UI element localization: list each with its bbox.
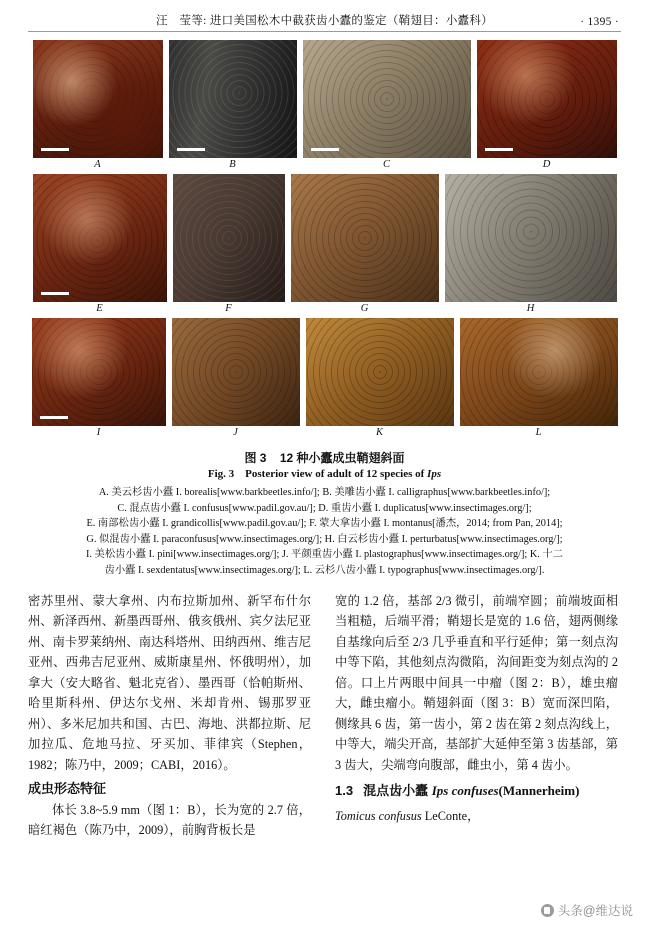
figure-caption-line: A. 美云杉齿小蠹 I. borealis[www.barkbeetles.info/]; B. 美雕齿小蠹 I. calligraphus[www.barkbeetles.info/]; [98, 487, 551, 498]
figure-panel-label: E [96, 303, 103, 314]
left-paragraph-2: 体长 3.8~5.9 mm（图 1：B），长为宽的 2.7 倍，暗红褐色（陈乃中，2009），前胸背板长是 [28, 802, 311, 838]
beetle-photo-l [460, 318, 618, 426]
figure-caption-line: 齿小蠹 I. sexdentatus[www.insectimages.org/]; L. 云杉八齿小蠹 I. typographus[www.insectimages.org/]. [104, 564, 545, 576]
figure-title-en-genus: Ips [427, 468, 442, 480]
beetle-photo-e [33, 174, 167, 302]
page-number: · 1395 · [580, 16, 619, 28]
scale-bar [41, 148, 69, 151]
figure-cell [306, 318, 454, 442]
beetle-photo-g [291, 174, 439, 302]
figure-panel-label: F [225, 303, 232, 314]
figure-panel-label: C [382, 159, 390, 170]
figure-caption-line: C. 混点齿小蠹 I. confusus[www.padil.gov.au/]; D. 重齿小蠹 I. duplicatus[www.insectimages.org/]; [117, 502, 532, 514]
scale-bar [311, 148, 339, 151]
section-heading-1-3 [335, 781, 618, 802]
beetle-photo-b [169, 40, 297, 158]
scale-bar [485, 148, 513, 151]
figure-title-cn-text: 12 种小蠹成虫鞘翅斜面 [279, 451, 405, 465]
beetle-photo-c [303, 40, 471, 158]
figure-row-3 [28, 318, 621, 442]
figure-cell [291, 174, 439, 318]
figure-panel-label: H [526, 303, 535, 314]
figure-plate [28, 40, 621, 442]
figure-panel-label: G [360, 303, 369, 314]
figure-caption-lines [28, 485, 621, 579]
section-title-author: (Mannerheim) [498, 783, 580, 799]
scale-bar [177, 148, 205, 151]
left-column [28, 591, 311, 841]
left-paragraph-1: 密苏里州、蒙大拿州、内布拉斯加州、新罕布什尔州、新泽西州、新墨西哥州、俄亥俄州、宾夕法尼亚州、南卡罗莱纳州、南达科塔州、田纳西州、维吉尼亚州、西弗吉尼亚州、威斯康星州、怀俄明州），加拿大（安大略省、魁北克省）、墨西哥（恰帕斯州、哈里斯科州、伊达尔戈州、米却肯州、锡那罗亚州）、多米尼加共和国、古巴、海地、洪都拉斯、尼加拉瓜、危地马拉、牙买加、菲律宾（Stephen，1982；陈乃中，2009；CABI，2016）。 [28, 593, 311, 772]
figure-cell [460, 318, 618, 442]
figure-panel-label: B [229, 159, 236, 170]
beetle-photo-h [445, 174, 617, 302]
section-title-cn: 混点齿小蠹 [363, 783, 429, 799]
section-number: 1.3 [335, 783, 354, 799]
figure-cell [33, 40, 163, 174]
running-head-title: 汪 莹等: 进口美国松木中截获齿小蠹的鉴定（鞘翅目：小蠹科） [155, 15, 494, 27]
figure-panel-label: J [233, 427, 238, 438]
figure-cell [169, 40, 297, 174]
scale-bar [41, 292, 69, 295]
figure-panel-label: A [94, 159, 101, 170]
left-subheading: 成虫形态特征 [28, 781, 107, 797]
figure-panel-label: D [542, 159, 551, 170]
figure-row-1 [28, 40, 621, 174]
figure-number-cn: 图 3 [244, 451, 267, 465]
section-title-latin: Ips confuses [431, 783, 499, 799]
figure-cell [173, 174, 285, 318]
watermark-logo-icon [541, 904, 554, 917]
beetle-photo-k [306, 318, 454, 426]
figure-cell [32, 318, 166, 442]
beetle-photo-a [33, 40, 163, 158]
figure-caption-line: I. 美松齿小蠹 I. pini[www.insectimages.org/]; J. 平颜重齿小蠹 I. plastographus[www.insectimages.org/]; K. 十二 [85, 549, 564, 561]
figure-title-cn [28, 449, 621, 466]
body-columns [28, 591, 621, 841]
figure-row-2 [28, 174, 621, 318]
figure-panel-label: K [375, 427, 383, 438]
figure-caption-line: E. 南部松齿小蠹 I. grandicollis[www.padil.gov.au/]; F. 蒙大拿齿小蠹 I. montanus[潘杰，2014; from Pan, 2014]; [86, 518, 563, 530]
beetle-photo-j [172, 318, 300, 426]
watermark [541, 901, 633, 919]
figure-cell [477, 40, 617, 174]
beetle-photo-i [32, 318, 166, 426]
figure-number-en: Fig. 3 [207, 468, 235, 480]
scale-bar [40, 416, 68, 419]
species-synonym-latin: Tomicus confusus [335, 808, 422, 823]
right-column [335, 591, 618, 841]
figure-caption-line: G. 似混齿小蠹 I. paraconfusus[www.insectimages.org/]; H. 白云杉齿小蠹 I. perturbatus[www.insectimages.org/]; [86, 533, 563, 545]
beetle-photo-f [173, 174, 285, 302]
beetle-photo-d [477, 40, 617, 158]
header-divider [28, 31, 621, 32]
running-head [28, 0, 621, 28]
figure-title-en-text: Posterior view of adult of 12 species of [245, 468, 428, 480]
figure-cell [172, 318, 300, 442]
watermark-text: 头条@维达说 [557, 904, 633, 918]
figure-cell [303, 40, 471, 174]
figure-panel-label: I [96, 427, 101, 438]
figure-panel-label: L [535, 427, 542, 438]
species-synonym-line [335, 806, 618, 827]
species-synonym-author: LeConte， [421, 808, 480, 823]
figure-cell [445, 174, 617, 318]
right-paragraph-1: 宽的 1.2 倍，基部 2/3 微引，前端窄圆；前端坡面相当粗糙，后端平滑；鞘翅长是宽的 1.6 倍，翅两侧缘自基缘向后至 2/3 几乎垂直和平行延伸；第一刻点沟中等下陷，其他刻点沟微陷，沟间距变为刻点沟的 2 倍。口上片两眼中间具一中瘤（图 2：B），雄虫瘤大，雌虫瘤小。鞘翅斜面（图 3：B）宽而深凹陷，侧缘具 6 齿，第一齿小，第 2 齿在第 2 刻点沟线上，中等大，端尖开高，基部扩大延伸至第 3 齿基部，第 3 齿大，尖端弯向腹部，雌虫小，第 4 齿小。 [335, 593, 618, 772]
figure-title-en [28, 468, 621, 480]
figure-cell [33, 174, 167, 318]
